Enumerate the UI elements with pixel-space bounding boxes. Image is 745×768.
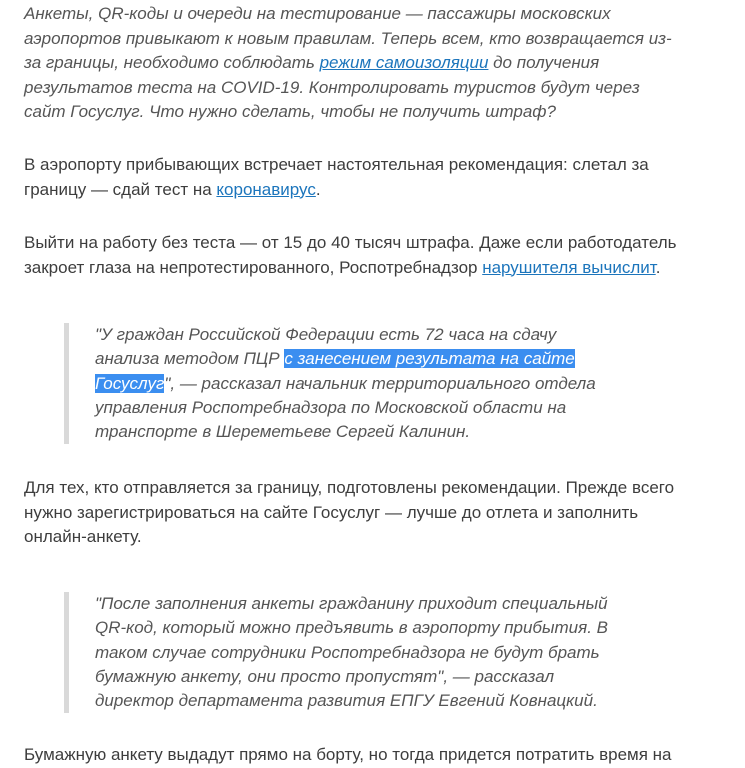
- paragraph-end: .: [315, 179, 321, 199]
- quote-text: "После заполнения анкеты гражданину приходит специальный QR-код, который можно предъявить в аэропорту прибытия. В таком случае сотрудники Роспотребнадзора не будут брать бумажную анкету, они просто пропустят", — рассказал директор департамента развития ЕПГУ Евгений Ковнацкий.: [95, 594, 608, 711]
- paragraph-text: Выйти на работу без теста — от 15 до 40 тысяч штрафа. Даже если работодатель закроет глаза на непротестированного, Роспотребнадзор: [24, 233, 677, 277]
- self-isolation-link[interactable]: режим самоизоляции: [319, 53, 489, 72]
- quote-text: [95, 323, 615, 444]
- paragraph-airport-test: [24, 153, 684, 202]
- selected-text[interactable]: с занесением результата на сайте Госуслуг: [95, 349, 575, 393]
- quote-kovnatsky: [64, 592, 615, 713]
- quote-kalinin: [64, 323, 615, 444]
- quote-text-start: "У граждан Российской Федерации есть 72 часа на сдачу анализа методом ПЦР: [95, 325, 557, 369]
- paragraph-text: В аэропорту прибывающих встречает настоятельная рекомендация: слетал за границу — сдай тест на: [24, 155, 649, 199]
- coronavirus-link[interactable]: коронавирус: [216, 179, 316, 199]
- paragraph-fine: [24, 231, 684, 280]
- lead-text-start: Анкеты, QR-коды и очереди на тестирование — пассажиры московских аэропортов привыкают к новым правилам. Теперь всем, кто возвращается из-за границы, необходимо соблюдать: [24, 4, 672, 72]
- violator-link[interactable]: нарушителя вычислит: [482, 257, 656, 277]
- paragraph-paper-form: Бумажную анкету выдадут прямо на борту, но тогда придется потратить время на: [24, 745, 672, 764]
- lead-text-end: до получения результатов теста на COVID-19. Контролировать туристов будут через сайт Госуслуг. Что нужно сделать, чтобы не получить штраф?: [24, 53, 640, 121]
- paragraph-recommendations: Для тех, кто отправляется за границу, подготовлены рекомендации. Прежде всего нужно зарегистрироваться на сайте Госуслуг — лучше до отлета и заполнить онлайн-анкету.: [24, 478, 675, 546]
- quote-text-end: ", — рассказал начальник территориального отдела управления Роспотребнадзора по Московской области на транспорте в Шереметьеве Сергей Калинин.: [95, 373, 596, 442]
- article-lead: [24, 2, 684, 125]
- paragraph-end: .: [655, 257, 661, 277]
